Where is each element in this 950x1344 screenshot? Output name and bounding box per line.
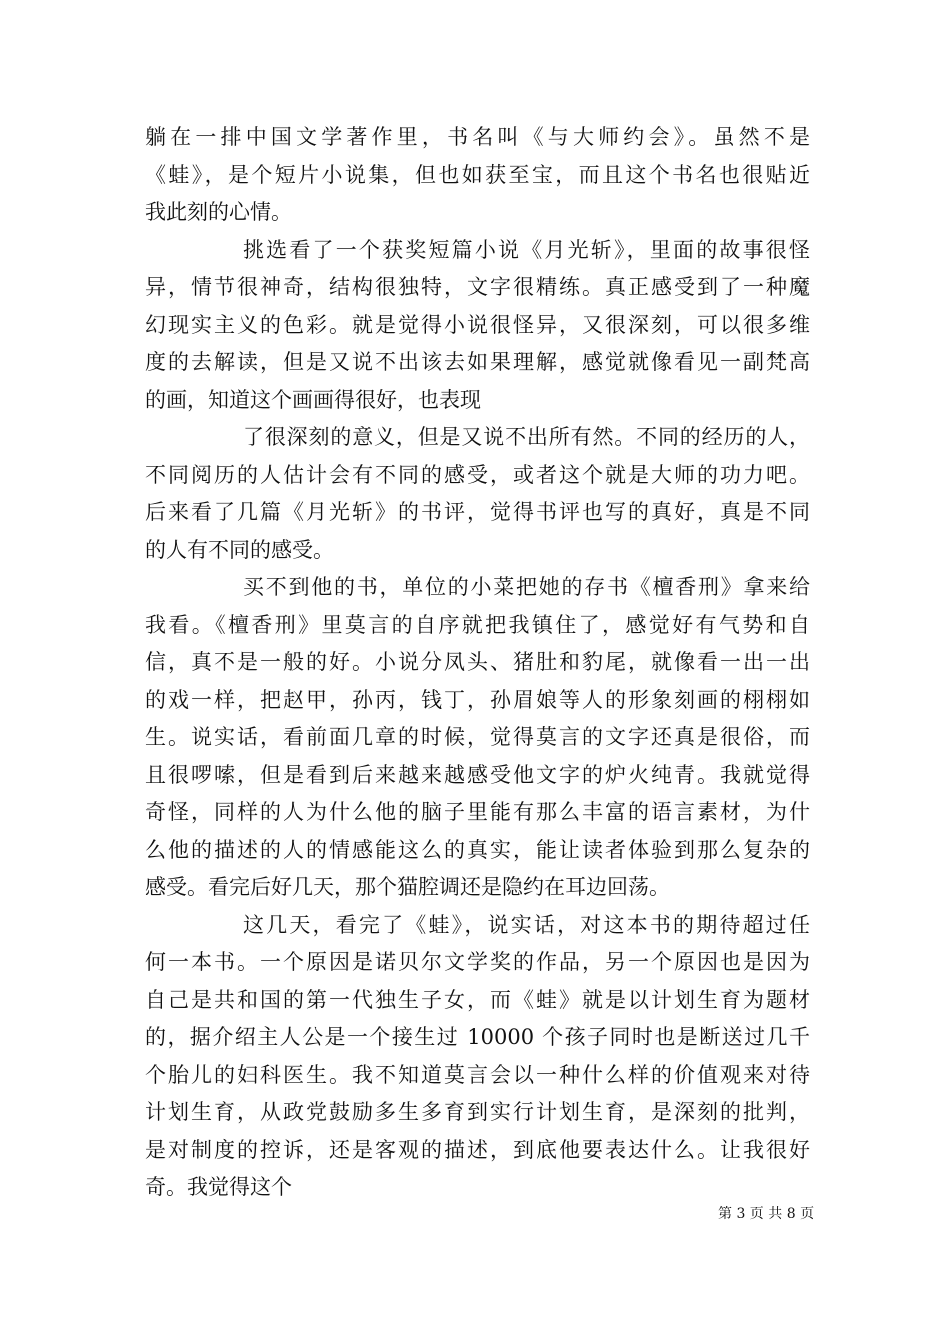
- text-line: 度的去解读，但是又说不出该去如果理解，感觉就像看见一副梵高: [145, 350, 810, 374]
- body-text: [145, 119, 810, 1207]
- text-line: 这几天，看完了《蛙》，说实话，对这本书的期待超过任: [243, 912, 810, 937]
- text-line: 奇怪，同样的人为什么他的脑子里能有那么丰富的语言素材，为什: [145, 800, 810, 824]
- text-line: 个胎儿的妇科医生。我不知道莫言会以一种什么样的价值观来对待: [145, 1062, 810, 1087]
- text-line: 是对制度的控诉，还是客观的描述，到底他要表达什么。让我很好: [145, 1137, 810, 1162]
- text-line: 计划生育，从政党鼓励多生多育到实行计划生育，是深刻的批判，: [145, 1100, 810, 1124]
- text-line: 自己是共和国的第一代独生子女，而《蛙》就是以计划生育为题材: [145, 987, 810, 1012]
- text-line: 躺在一排中国文学著作里，书名叫《与大师约会》。虽然不是: [145, 125, 810, 149]
- text-line: 的，据介绍主人公是一个接生过 10000 个孩子同时也是断送过几千: [145, 1025, 810, 1049]
- text-line: 我看。《檀香刑》里莫言的自序就把我镇住了，感觉好有气势和自: [145, 612, 810, 637]
- text-line: 的戏一样，把赵甲，孙丙，钱丁，孙眉娘等人的形象刻画的栩栩如: [145, 687, 810, 712]
- text-line: 买不到他的书，单位的小菜把她的存书《檀香刑》拿来给: [243, 575, 810, 599]
- text-line: 《蛙》，是个短片小说集，但也如获至宝，而且这个书名也很贴近: [145, 162, 810, 187]
- text-line: 奇。我觉得这个: [145, 1175, 292, 1199]
- text-line: 生。说实话，看前面几章的时候，觉得莫言的文字还真是很俗，而: [145, 725, 810, 749]
- text-line: 信，真不是一般的好。小说分凤头、猪肚和豹尾，就像看一出一出: [145, 650, 810, 674]
- page-number-footer: 第 3 页 共 8 页: [718, 1206, 815, 1222]
- text-line: 异，情节很神奇，结构很独特，文字很精练。真正感受到了一种魔: [145, 275, 810, 299]
- text-line: 了很深刻的意义，但是又说不出所有然。不同的经历的人，: [243, 425, 810, 449]
- text-line: 幻现实主义的色彩。就是觉得小说很怪异，又很深刻，可以很多维: [145, 312, 810, 337]
- text-line: 的画，知道这个画画得很好，也表现: [145, 387, 481, 412]
- text-line: 挑选看了一个获奖短篇小说《月光斩》，里面的故事很怪: [243, 237, 810, 262]
- text-line: 且很啰嗦，但是看到后来越来越感受他文字的炉火纯青。我就觉得: [145, 762, 810, 787]
- text-line: 么他的描述的人的情感能这么的真实，能让读者体验到那么复杂的: [145, 837, 810, 862]
- text-line: 何一本书。一个原因是诺贝尔文学奖的作品，另一个原因也是因为: [145, 950, 810, 974]
- text-line: 的人有不同的感受。: [145, 537, 334, 562]
- text-line: 感受。看完后好几天，那个猫腔调还是隐约在耳边回荡。: [145, 875, 670, 899]
- text-line: 我此刻的心情。: [145, 200, 292, 224]
- text-line: 不同阅历的人估计会有不同的感受，或者这个就是大师的功力吧。: [145, 462, 810, 487]
- text-line: 后来看了几篇《月光斩》的书评，觉得书评也写的真好，真是不同: [145, 500, 810, 524]
